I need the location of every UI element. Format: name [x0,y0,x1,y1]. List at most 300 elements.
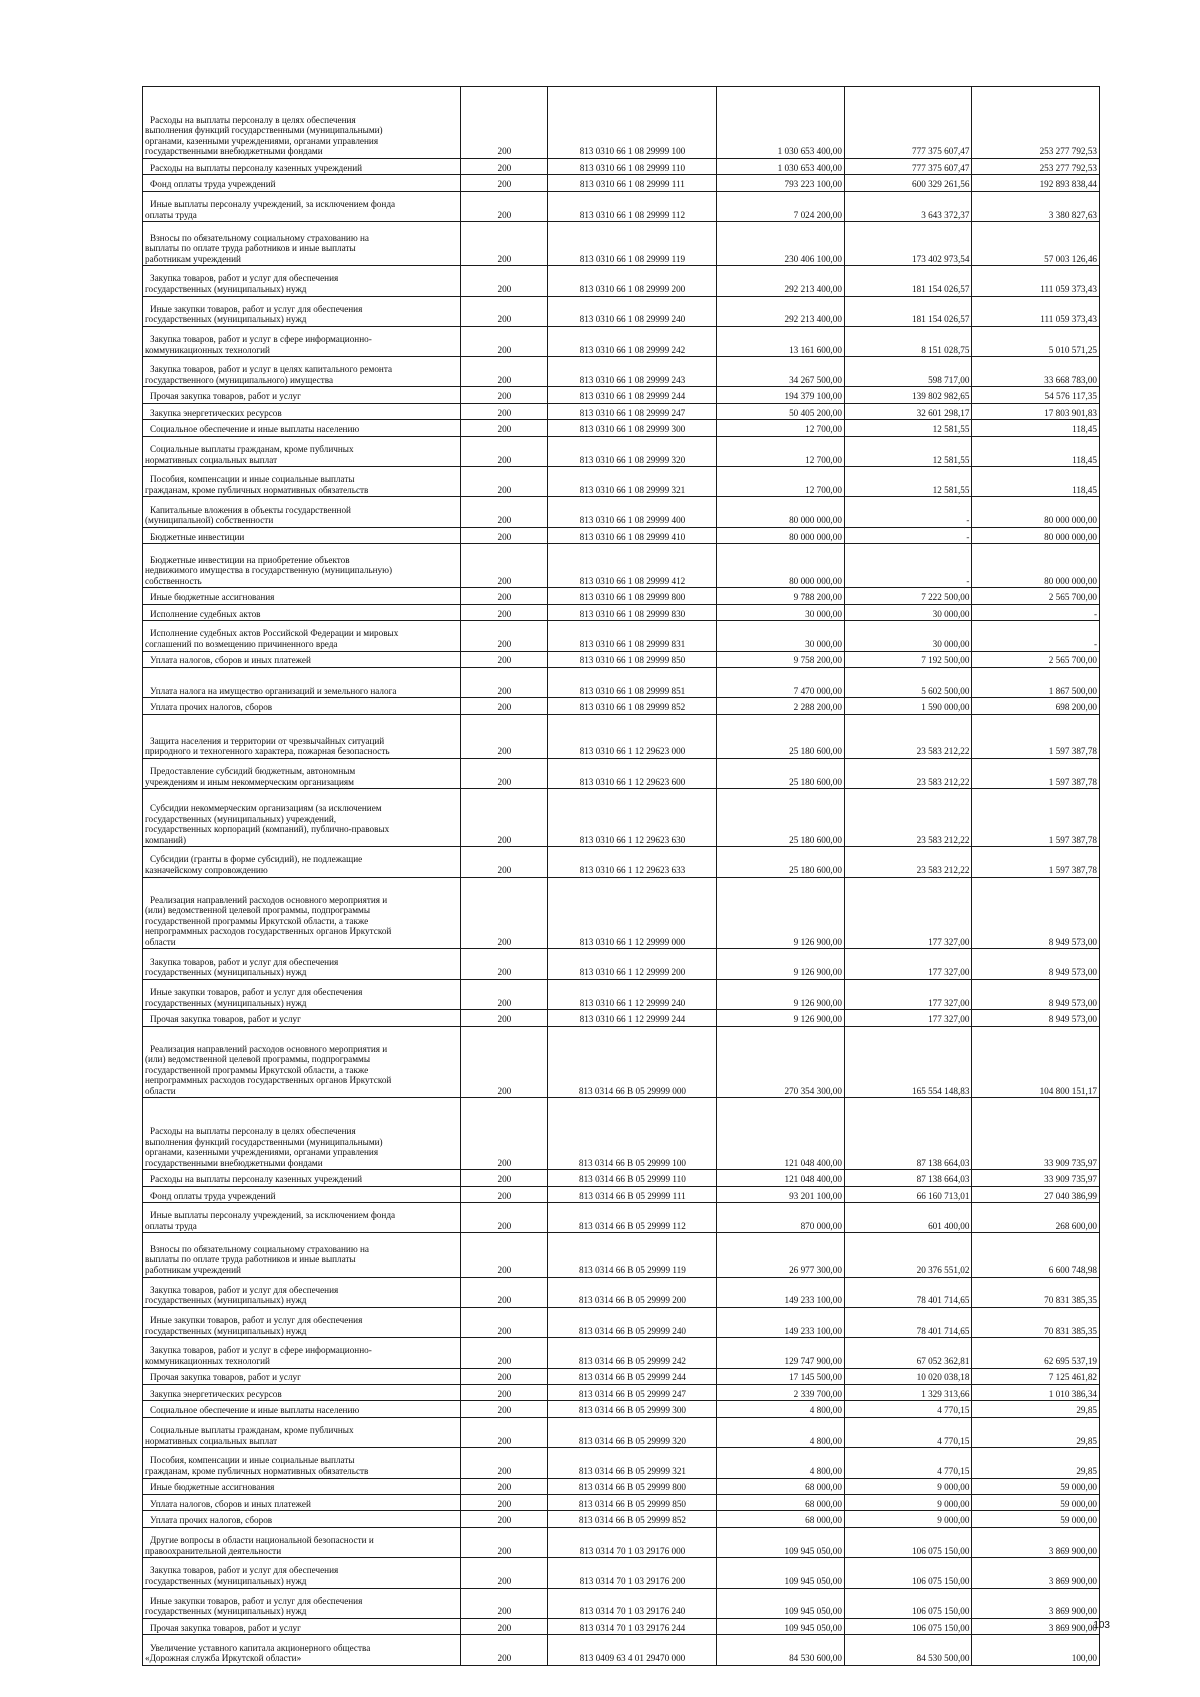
expense-code: 813 0310 66 1 12 29999 244 [548,1010,717,1026]
line-code: 200 [461,1527,548,1557]
approved-amount: 292 213 400,00 [717,296,845,326]
line-code: 200 [461,1558,548,1588]
row-name-line: Реализация направлений расходов основного мероприятия и [150,1043,388,1054]
row-name [143,467,461,497]
row-name-line: недвижимого имущества в государственную (муниципальную) [145,565,393,576]
remaining-amount: 111 059 373,43 [972,266,1100,296]
row-name-line: выплаты по оплате труда работников и иные выплаты [145,1254,356,1265]
table-row [143,1511,1100,1527]
row-name-line: Иные закупки товаров, работ и услуг для обеспечения [150,986,363,997]
expense-code: 813 0314 66 В 05 29999 850 [548,1495,717,1511]
line-code: 200 [461,387,548,403]
expense-code: 813 0314 66 В 05 29999 244 [548,1368,717,1384]
row-name-line: «Дорожная служба Иркутской области» [145,1653,302,1664]
executed-amount: 106 075 150,00 [844,1588,972,1618]
executed-amount: 777 375 607,47 [844,87,972,159]
row-name-line: Взносы по обязательному социальному страхованию на [150,232,369,243]
table-row [143,387,1100,403]
expense-code: 813 0310 66 1 12 29623 000 [548,714,717,758]
executed-amount: 139 802 982,65 [844,387,972,403]
row-name [143,436,461,466]
executed-amount: 12 581,55 [844,467,972,497]
row-name-line: государственных (муниципальных) нужд [145,283,307,294]
row-name-line: выплаты по оплате труда работников и иные выплаты [145,243,356,254]
executed-amount: 4 770,15 [844,1448,972,1478]
row-name-line: природного и техногенного характера, пожарная безопасность [145,746,390,757]
row-name-line: государственных (муниципальных) нужд [145,967,307,978]
table-row [143,403,1100,419]
remaining-amount: 54 576 117,35 [972,387,1100,403]
remaining-amount: 29,85 [972,1417,1100,1447]
executed-amount: 173 402 973,54 [844,222,972,266]
expense-code: 813 0310 66 1 12 29999 240 [548,979,717,1009]
line-code: 200 [461,436,548,466]
row-name-line: Бюджетные инвестиции [150,531,245,542]
expense-code: 813 0314 66 В 05 29999 321 [548,1448,717,1478]
row-name [143,1478,461,1494]
remaining-amount: 80 000 000,00 [972,497,1100,527]
approved-amount: 870 000,00 [717,1203,845,1233]
expense-code: 813 0310 66 1 08 29999 110 [548,158,717,174]
row-name-line: Закупка энергетических ресурсов [150,407,282,418]
row-name [143,877,461,949]
row-name-line: государственных (муниципальных) нужд [145,314,307,325]
row-name-line: государственных (муниципальных) нужд [145,1606,307,1617]
line-code: 200 [461,789,548,847]
expense-code: 813 0314 66 В 05 29999 320 [548,1417,717,1447]
executed-amount: 20 376 551,02 [844,1233,972,1277]
row-name [143,497,461,527]
row-name-line: гражданам, кроме публичных нормативных обязательств [145,484,369,495]
expense-code: 813 0310 66 1 08 29999 321 [548,467,717,497]
expense-code: 813 0310 66 1 12 29999 000 [548,877,717,949]
row-name [143,544,461,588]
row-name-line: Социальное обеспечение и иные выплаты населению [150,424,360,435]
executed-amount: 4 770,15 [844,1401,972,1417]
approved-amount: 109 945 050,00 [717,1527,845,1557]
expense-code: 813 0310 66 1 12 29623 630 [548,789,717,847]
approved-amount: 230 406 100,00 [717,222,845,266]
row-name-line: нормативных социальных выплат [145,1435,278,1446]
row-name [143,1401,461,1417]
table-row [143,158,1100,174]
row-name-line: Социальные выплаты гражданам, кроме публичных [150,444,354,454]
row-name [143,1203,461,1233]
expense-code: 813 0310 66 1 08 29999 320 [548,436,717,466]
row-name-line: Закупка энергетических ресурсов [150,1388,282,1399]
expense-code: 813 0409 63 4 01 29470 000 [548,1635,717,1666]
row-name-line: государственных корпораций (компаний), публично-правовых [145,824,390,835]
executed-amount: 177 327,00 [844,877,972,949]
executed-amount: 5 602 500,00 [844,668,972,698]
approved-amount: 13 161 600,00 [717,326,845,356]
remaining-amount: 80 000 000,00 [972,544,1100,588]
row-name [143,175,461,191]
row-name-line: государственными внебюджетными фондами [145,146,323,157]
executed-amount: 23 583 212,22 [844,847,972,877]
line-code: 200 [461,621,548,651]
table-row [143,949,1100,979]
expense-code: 813 0314 70 1 03 29176 244 [548,1618,717,1634]
expense-code: 813 0310 66 1 08 29999 831 [548,621,717,651]
line-code: 200 [461,1010,548,1026]
expense-code: 813 0310 66 1 08 29999 100 [548,87,717,159]
approved-amount: 9 126 900,00 [717,979,845,1009]
executed-amount: 23 583 212,22 [844,714,972,758]
line-code: 200 [461,1511,548,1527]
row-name [143,1527,461,1557]
expense-code: 813 0310 66 1 08 29999 243 [548,357,717,387]
line-code: 200 [461,1277,548,1307]
expense-code: 813 0314 66 В 05 29999 800 [548,1478,717,1494]
expense-code: 813 0310 66 1 12 29623 633 [548,847,717,877]
remaining-amount: 33 909 735,97 [972,1170,1100,1186]
approved-amount: 292 213 400,00 [717,266,845,296]
table-row [143,266,1100,296]
expense-code: 813 0310 66 1 08 29999 200 [548,266,717,296]
executed-amount: 601 400,00 [844,1203,972,1233]
line-code: 200 [461,698,548,714]
table-row [143,467,1100,497]
table-row [143,877,1100,949]
table-row [143,527,1100,543]
table-row [143,1558,1100,1588]
executed-amount: 3 643 372,37 [844,191,972,221]
remaining-amount: 6 600 748,98 [972,1233,1100,1277]
row-name-line: государственной программы Иркутской области, а также [145,1064,369,1075]
row-name-line: Иные бюджетные ассигнования [150,1482,275,1493]
remaining-amount: - [972,621,1100,651]
remaining-amount: 70 831 385,35 [972,1307,1100,1337]
remaining-amount: 118,45 [972,436,1100,466]
row-name-line: (или) ведомственной целевой программы, подпрограммы [145,1054,371,1065]
approved-amount: 4 800,00 [717,1448,845,1478]
line-code: 200 [461,1338,548,1368]
row-name-line: оплаты труда [145,209,197,220]
line-code: 200 [461,949,548,979]
table-row [143,175,1100,191]
approved-amount: 121 048 400,00 [717,1098,845,1170]
table-row [143,1233,1100,1277]
line-code: 200 [461,651,548,667]
row-spacer [145,104,458,115]
row-name-line: Фонд оплаты труда учреждений [150,1190,276,1201]
table-row [143,979,1100,1009]
line-code: 200 [461,1588,548,1618]
approved-amount: 26 977 300,00 [717,1233,845,1277]
approved-amount: 9 126 900,00 [717,1010,845,1026]
executed-amount: 9 000,00 [844,1495,972,1511]
executed-amount: 1 329 313,66 [844,1385,972,1401]
row-name-line: Бюджетные инвестиции на приобретение объектов [150,554,350,565]
row-name-line: Социальное обеспечение и иные выплаты населению [150,1405,360,1416]
executed-amount: 12 581,55 [844,436,972,466]
table-row [143,436,1100,466]
row-name [143,1448,461,1478]
remaining-amount: 253 277 792,53 [972,158,1100,174]
approved-amount: 9 788 200,00 [717,588,845,604]
executed-amount: 9 000,00 [844,1478,972,1494]
approved-amount: 80 000 000,00 [717,544,845,588]
row-name-line: выполнения функций государственными (муниципальными) [145,125,383,136]
expense-code: 813 0310 66 1 12 29999 200 [548,949,717,979]
remaining-amount: 62 695 537,19 [972,1338,1100,1368]
line-code: 200 [461,1618,548,1634]
executed-amount: 84 530 500,00 [844,1635,972,1666]
row-name [143,1385,461,1401]
row-name-line: Уплата налогов, сборов и иных платежей [150,655,311,666]
remaining-amount: 3 869 900,00 [972,1618,1100,1634]
table-row [143,191,1100,221]
table-row [143,1026,1100,1098]
table-row [143,1478,1100,1494]
row-name [143,1010,461,1026]
row-name [143,1618,461,1634]
row-name-line: Расходы на выплаты персоналу казенных учреждений [150,162,363,173]
row-name-line: государственных (муниципальных) нужд [145,997,307,1008]
executed-amount: 106 075 150,00 [844,1618,972,1634]
budget-table [142,86,1100,1666]
line-code: 200 [461,326,548,356]
remaining-amount: 1 597 387,78 [972,758,1100,788]
executed-amount: 777 375 607,47 [844,158,972,174]
line-code: 200 [461,1448,548,1478]
table-row [143,1186,1100,1202]
remaining-amount: 33 668 783,00 [972,357,1100,387]
approved-amount: 50 405 200,00 [717,403,845,419]
row-spacer [145,725,458,736]
executed-amount: 10 020 038,18 [844,1368,972,1384]
remaining-amount: 5 010 571,25 [972,326,1100,356]
row-name-line: области [145,1085,176,1096]
executed-amount: 78 401 714,65 [844,1277,972,1307]
table-row [143,1277,1100,1307]
remaining-amount: 118,45 [972,420,1100,436]
approved-amount: 25 180 600,00 [717,789,845,847]
line-code: 200 [461,1401,548,1417]
row-name-line: Пособия, компенсации и иные социальные выплаты [150,1455,355,1466]
row-name-line: Иные закупки товаров, работ и услуг для обеспечения [150,1315,363,1326]
approved-amount: 68 000,00 [717,1478,845,1494]
remaining-amount: 698 200,00 [972,698,1100,714]
line-code: 200 [461,758,548,788]
line-code: 200 [461,847,548,877]
remaining-amount: 70 831 385,35 [972,1277,1100,1307]
approved-amount: 149 233 100,00 [717,1277,845,1307]
row-name [143,1558,461,1588]
row-name-line: Защита населения и территории от чрезвычайных ситуаций [150,735,385,746]
remaining-amount: 118,45 [972,467,1100,497]
executed-amount: 66 160 713,01 [844,1186,972,1202]
row-name-line: (или) ведомственной целевой программы, подпрограммы [145,905,371,916]
remaining-amount: 8 949 573,00 [972,1010,1100,1026]
expense-code: 813 0310 66 1 08 29999 300 [548,420,717,436]
line-code: 200 [461,1170,548,1186]
row-name-line: казначейскому сопровождению [145,865,268,876]
row-name [143,698,461,714]
row-name-line: Прочая закупка товаров, работ и услуг [150,1372,301,1383]
row-name-line: Прочая закупка товаров, работ и услуг [150,391,301,402]
approved-amount: 34 267 500,00 [717,357,845,387]
table-row [143,1527,1100,1557]
remaining-amount: 29,85 [972,1401,1100,1417]
row-name-line: государственного (муниципального) имущества [145,374,334,385]
expense-code: 813 0310 66 1 08 29999 412 [548,544,717,588]
remaining-amount: 100,00 [972,1635,1100,1666]
approved-amount: 109 945 050,00 [717,1588,845,1618]
row-name-line: Иные бюджетные ассигнования [150,592,275,603]
table-row [143,758,1100,788]
table-row [143,1368,1100,1384]
row-name-line: Фонд оплаты труда учреждений [150,179,276,190]
approved-amount: 9 758 200,00 [717,651,845,667]
line-code: 200 [461,467,548,497]
row-name [143,387,461,403]
remaining-amount: 3 380 827,63 [972,191,1100,221]
table-row [143,1401,1100,1417]
row-name [143,1186,461,1202]
row-name [143,621,461,651]
row-name-line: Реализация направлений расходов основного мероприятия и [150,894,388,905]
table-row [143,326,1100,356]
row-name [143,1635,461,1666]
row-name-line: Прочая закупка товаров, работ и услуг [150,1013,301,1024]
executed-amount: 23 583 212,22 [844,789,972,847]
budget-table-body [143,87,1100,1666]
remaining-amount: 29,85 [972,1448,1100,1478]
approved-amount: 68 000,00 [717,1511,845,1527]
line-code: 200 [461,296,548,326]
row-name [143,1417,461,1447]
executed-amount: 600 329 261,56 [844,175,972,191]
row-name [143,714,461,758]
executed-amount: - [844,527,972,543]
row-name [143,604,461,620]
row-spacer [145,1115,458,1126]
executed-amount: 181 154 026,57 [844,266,972,296]
row-name-line: собственность [145,575,202,586]
row-name [143,222,461,266]
row-name [143,847,461,877]
row-name [143,1098,461,1170]
expense-code: 813 0310 66 1 08 29999 244 [548,387,717,403]
budget-sheet [142,86,1100,1666]
row-name-line: органами, казенными учреждениями, органами управления [145,135,379,146]
approved-amount: 793 223 100,00 [717,175,845,191]
row-name-line: соглашений по возмещению причиненного вреда [145,639,338,650]
row-name [143,296,461,326]
expense-code: 813 0310 66 1 08 29999 247 [548,403,717,419]
expense-code: 813 0314 70 1 03 29176 240 [548,1588,717,1618]
row-name-line: государственных (муниципальных) нужд [145,1325,307,1336]
expense-code: 813 0310 66 1 08 29999 850 [548,651,717,667]
expense-code: 813 0310 66 1 08 29999 111 [548,175,717,191]
table-row [143,714,1100,758]
table-row [143,544,1100,588]
row-name [143,588,461,604]
approved-amount: 2 288 200,00 [717,698,845,714]
table-row [143,1170,1100,1186]
approved-amount: 7 024 200,00 [717,191,845,221]
expense-code: 813 0314 66 В 05 29999 000 [548,1026,717,1098]
line-code: 200 [461,191,548,221]
row-name [143,668,461,698]
table-row [143,621,1100,651]
table-row [143,1307,1100,1337]
expense-code: 813 0314 66 В 05 29999 300 [548,1401,717,1417]
expense-code: 813 0310 66 1 08 29999 400 [548,497,717,527]
approved-amount: 1 030 653 400,00 [717,158,845,174]
row-name-line: Пособия, компенсации и иные социальные выплаты [150,474,355,485]
approved-amount: 9 126 900,00 [717,877,845,949]
line-code: 200 [461,1186,548,1202]
table-row [143,1635,1100,1666]
row-name [143,949,461,979]
row-name-line: Закупка товаров, работ и услуг для обеспечения [150,1565,339,1576]
row-name-line: выполнения функций государственными (муниципальными) [145,1136,383,1147]
line-code: 200 [461,420,548,436]
line-code: 200 [461,1026,548,1098]
remaining-amount: 17 803 901,83 [972,403,1100,419]
executed-amount: 78 401 714,65 [844,1307,972,1337]
remaining-amount: 1 867 500,00 [972,668,1100,698]
row-name [143,1233,461,1277]
table-row [143,847,1100,877]
remaining-amount: 2 565 700,00 [972,651,1100,667]
row-name [143,651,461,667]
row-name-line: Закупка товаров, работ и услуг в целях капитального ремонта [150,364,393,375]
row-name-line: Социальные выплаты гражданам, кроме публичных [150,1425,354,1436]
remaining-amount: 3 869 900,00 [972,1558,1100,1588]
line-code: 200 [461,1203,548,1233]
executed-amount: 12 581,55 [844,420,972,436]
row-name [143,1307,461,1337]
table-row [143,1203,1100,1233]
expense-code: 813 0314 66 В 05 29999 111 [548,1186,717,1202]
table-row [143,1338,1100,1368]
row-name-line: Уплата налогов, сборов и иных платежей [150,1498,311,1509]
approved-amount: 68 000,00 [717,1495,845,1511]
approved-amount: 4 800,00 [717,1417,845,1447]
approved-amount: 194 379 100,00 [717,387,845,403]
expense-code: 813 0310 66 1 08 29999 852 [548,698,717,714]
executed-amount: 23 583 212,22 [844,758,972,788]
row-name-line: области [145,936,176,947]
line-code: 200 [461,1368,548,1384]
approved-amount: 80 000 000,00 [717,497,845,527]
row-name [143,1338,461,1368]
row-name-line: Иные закупки товаров, работ и услуг для обеспечения [150,303,363,314]
approved-amount: 7 470 000,00 [717,668,845,698]
line-code: 200 [461,1478,548,1494]
row-name-line: государственными внебюджетными фондами [145,1157,323,1168]
remaining-amount: 27 040 386,99 [972,1186,1100,1202]
row-name-line: Другие вопросы в области национальной безопасности и [150,1535,374,1546]
table-row [143,1618,1100,1634]
remaining-amount: 104 800 151,17 [972,1026,1100,1098]
approved-amount: 270 354 300,00 [717,1026,845,1098]
approved-amount: 25 180 600,00 [717,714,845,758]
expense-code: 813 0310 66 1 08 29999 410 [548,527,717,543]
row-name-line: государственной программы Иркутской области, а также [145,915,369,926]
row-name-line: Расходы на выплаты персоналу в целях обеспечения [150,1125,356,1136]
row-name-line: оплаты труда [145,1220,197,1231]
table-row [143,1448,1100,1478]
row-name-line: государственных (муниципальных) учреждений, [145,813,337,824]
row-name [143,758,461,788]
remaining-amount: 1 597 387,78 [972,789,1100,847]
remaining-amount: - [972,604,1100,620]
